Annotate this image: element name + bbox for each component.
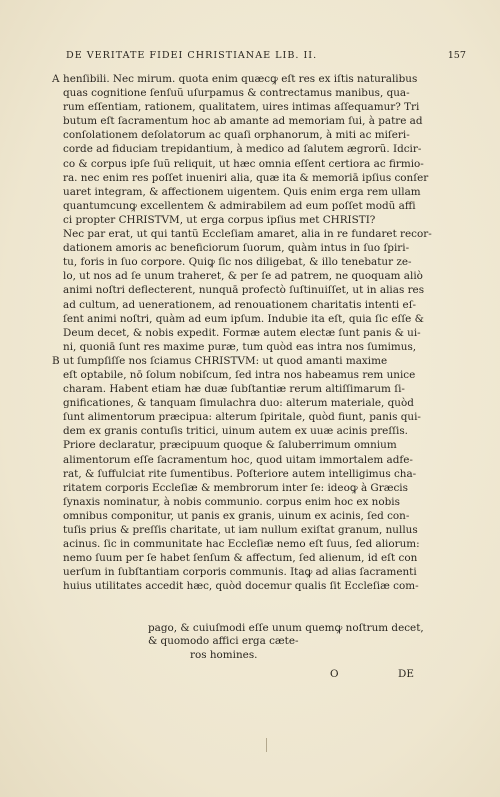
text-line-content: uaret integram, & affectionem uigentem. Quis enim erga rem ullam <box>63 185 421 198</box>
text-line-content: ſunt alimentorum præcipua: alterum ſpiritale, quòd fiunt, panis qui- <box>63 411 421 424</box>
text-line <box>52 453 482 467</box>
text-line-content: lo, ut nos ad ſe unum traheret, & per ſe ad patrem, ne quoquam aliò <box>63 270 423 283</box>
body-text <box>52 72 482 593</box>
signature-mark: O <box>330 668 339 680</box>
text-line-content: ſent animi noſtri, quàm ad eum ipſum. Indubie ita eſt, quia ſic eſſe & <box>63 312 424 325</box>
text-line <box>52 283 482 297</box>
running-header <box>66 50 466 61</box>
text-line-content: Nec par erat, ut qui tantũ Eccleſiam amaret, alia in re fundaret recor- <box>63 228 432 241</box>
text-line-content: nemo ſuum per ſe habet ſenſum & affectum, ſed alienum, id eſt con <box>63 552 418 565</box>
text-line <box>52 551 482 565</box>
text-line-content: corde ad fiduciam trepidantium, à medico ad ſalutem ægrorũ. Idcir- <box>63 143 422 156</box>
text-line <box>52 509 482 523</box>
text-line-content: dationem amoris ac beneficiorum ſuorum, quàm intus in ſuo ſpiri- <box>63 242 410 255</box>
text-line <box>52 227 482 241</box>
text-line <box>52 523 482 537</box>
text-line-content: gnificationes, & tanquam ſimulachra duo: alterum materiale, quòd <box>63 397 414 410</box>
text-line-content: alimentorum eſſe ſacramentum hoc, quod uitam immortalem adfe- <box>63 453 413 466</box>
tail-line-1: pago, & cuiuſmodi eſſe unum quemꝙ noſtrum decet, <box>148 622 424 634</box>
text-line-content: ci propter CHRISTVM, ut erga corpus ipſius met CHRISTI? <box>63 213 376 226</box>
text-line <box>52 396 482 410</box>
text-line-content: quantumcunꝙ excellentem & admirabilem ad eum poſſet modũ affi <box>63 199 416 212</box>
catchword: DE <box>398 668 414 680</box>
text-line-content: Deum decet, & nobis expedit. Formæ autem electæ ſunt panis & ui- <box>63 326 421 339</box>
text-line-content: eſt optabile, nō ſolum nobiſcum, ſed intra nos habeamus rem unice <box>63 368 416 381</box>
text-line <box>52 199 482 213</box>
text-line-content: ra. nec enim res poſſet inueniri alia, quæ ita & memoriā ipſius conſer <box>63 171 429 184</box>
text-line-content: ritatem corporis Eccleſiæ & membrorum inter ſe: ideoꝙ à Græcis <box>63 481 408 494</box>
text-line <box>52 269 482 283</box>
running-title: DE VERITATE FIDEI CHRISTIANAE LIB. II. <box>66 50 318 61</box>
text-line-content: ſynaxis nominatur, à nobis communio. corpus enim hoc ex nobis <box>63 495 400 508</box>
text-line <box>52 410 482 424</box>
text-line <box>52 579 482 593</box>
text-line-content: uerſum in ſubſtantiam corporis communis. Itaꝙ ad alias ſacramenti <box>63 566 417 579</box>
text-line-content: animi noſtri deflecterent, nunquā profectò ſuſtinuiſſet, ut in alias res <box>63 284 425 297</box>
text-line-content: acinus. ſic in communitate hac Eccleſiæ nemo eſt ſuus, ſed aliorum: <box>63 538 420 551</box>
text-line-content: rum eſſentiam, rationem, qualitatem, uires intimas aſſequamur? Tri <box>63 101 420 114</box>
text-line-content: henſibili. Nec mirum. quota enim quæcꝙ eſt res ex iſtis naturalibus <box>63 73 418 85</box>
text-line <box>52 312 482 326</box>
binding-thread <box>266 738 267 752</box>
text-line <box>52 495 482 509</box>
tail-line-2: & quomodo affici erga cæte- <box>148 635 299 647</box>
text-line-content: quas cognitione ſenſuũ uſurpamus & contrectamus manibus, qua- <box>63 87 410 100</box>
text-line-content: ni, quoniā ſunt res maxime puræ, tum quòd eas intra nos ſumimus, <box>63 340 417 353</box>
section-marker-b: B <box>52 354 60 367</box>
text-line <box>52 171 482 185</box>
text-line <box>52 354 482 368</box>
text-line <box>52 185 482 199</box>
text-line <box>52 255 482 269</box>
text-line-content: Priore declaratur, præcipuum quoque & ſaluberrimum omnium <box>63 439 397 452</box>
text-line <box>52 157 482 171</box>
text-line <box>52 86 482 100</box>
text-line-content: dem ex granis contuſis tritici, uinum autem ex uuæ acinis preſſis. <box>63 425 408 438</box>
text-line-content: ad cultum, ad uenerationem, ad renouationem charitatis intenti eſ- <box>63 298 417 311</box>
text-line-content: tuſis prius & preſſis charitate, ut iam nullum exiſtat granum, nullus <box>63 524 418 536</box>
text-line <box>52 340 482 354</box>
text-line <box>52 537 482 551</box>
text-line <box>52 142 482 156</box>
text-line <box>52 326 482 340</box>
text-line <box>52 467 482 481</box>
section-marker-a: A <box>52 73 60 85</box>
text-line-content: ut ſumpſiſſe nos ſciamus CHRISTVM: ut quod amanti maxime <box>63 354 388 367</box>
text-line <box>52 368 482 382</box>
text-line-content: omnibus componitur, ut panis ex granis, uinum ex acinis, ſed con- <box>63 509 410 522</box>
text-line <box>52 481 482 495</box>
text-line <box>52 241 482 255</box>
text-line <box>52 114 482 128</box>
text-line-content: co & corpus ipſe ſuũ reliquit, ut hæc omnia eſſent certiora ac firmio- <box>63 157 424 170</box>
text-line <box>52 438 482 452</box>
text-line <box>52 424 482 438</box>
page-number: 157 <box>447 50 466 61</box>
text-line-content: butum eſt ſacramentum hoc ab amante ad memoriam ſui, à patre ad <box>63 115 423 128</box>
tail-line-3: ros homines. <box>190 649 258 661</box>
text-line-content: tu, foris in ſuo corpore. Quiꝙ ſic nos diligebat, & illo tenebatur ze- <box>63 256 412 269</box>
text-line <box>52 565 482 579</box>
text-line-content: rat, & ſuffulciat rite ſumentibus. Poſteriore autem intelligimus cha- <box>63 467 417 480</box>
text-line <box>52 213 482 227</box>
text-line <box>52 298 482 312</box>
text-line <box>52 100 482 114</box>
text-line <box>52 72 482 86</box>
text-line <box>52 128 482 142</box>
text-line <box>52 382 482 396</box>
text-line-content: huius utilitates accedit hæc, quòd docemur qualis ſit Eccleſiæ com- <box>63 580 419 593</box>
text-line-content: conſolationem deſolatorum ac quaſi orphanorum, à miti ac miſeri- <box>63 129 410 142</box>
text-line-content: charam. Habent etiam hæ duæ ſubſtantiæ rerum altiſſimarum ſi- <box>63 383 405 396</box>
